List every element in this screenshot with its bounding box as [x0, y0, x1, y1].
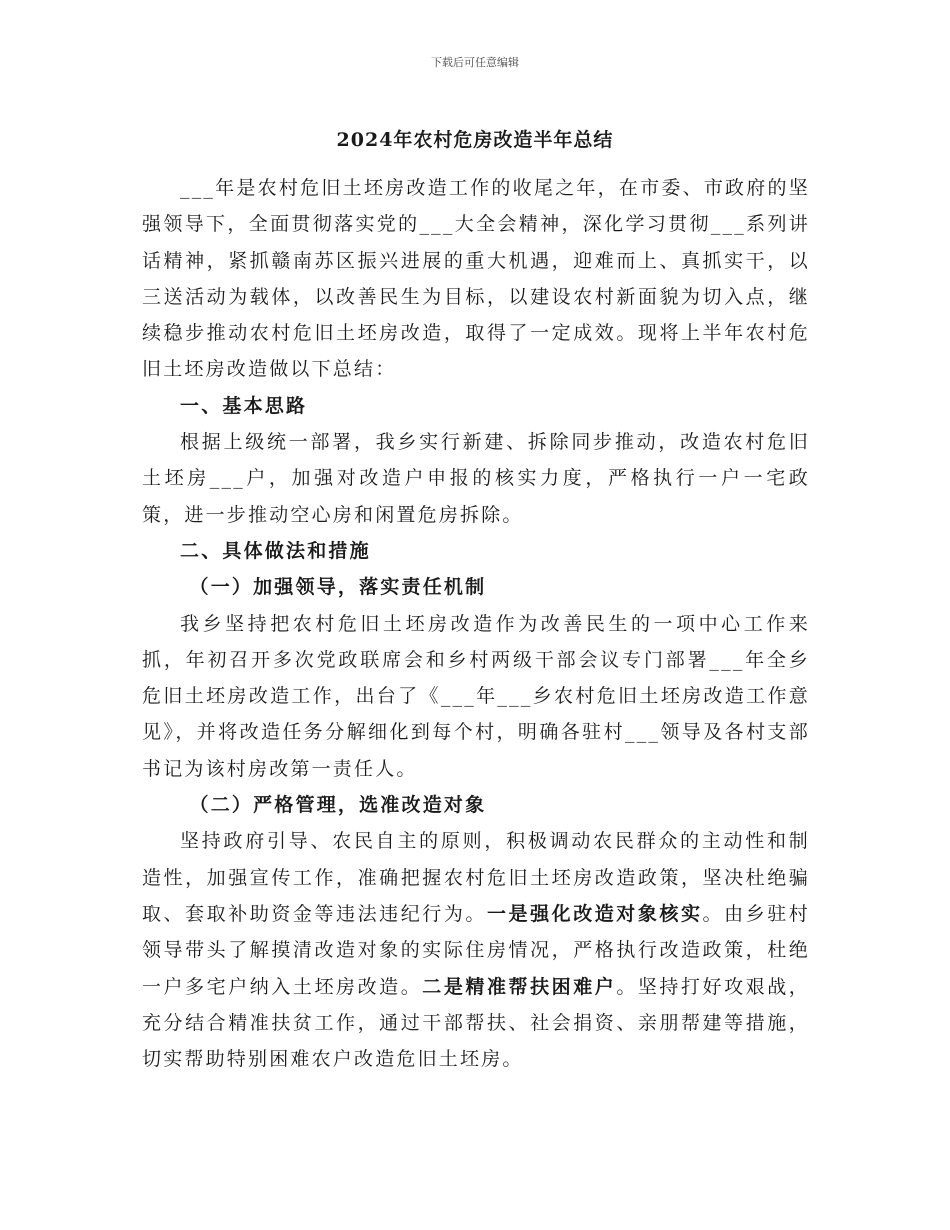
page-header-note: 下载后可任意编辑: [431, 56, 519, 69]
subsection-leadership-paragraph: 我乡坚持把农村危旧土坯房改造作为改善民生的一项中心工作来抓，年初召开多次党政联席会和乡村两级干部会议专门部署___年全乡危旧土坯房改造工作，出台了《___年___乡农村危旧土坯房改造工作意见》，并将改造任务分解细化到每个村，明确各驻村___领导及各村支部书记为该村房改第一责任人。: [142, 612, 810, 780]
section-basic-ideas-paragraph: 根据上级统一部署，我乡实行新建、拆除同步推动，改造农村危旧土坯房___户，加强对改造户申报的核实力度，严格执行一户一宅政策，进一步推动空心房和闲置危房拆除。: [142, 431, 810, 526]
document-title: 2024年农村危房改造半年总结: [336, 129, 614, 151]
management-text-c: 。坚持打好攻艰战，充分结合精准扶贫工作，通过干部帮扶、社会捐资、亲朋帮建等措施，切实帮助特别困难农户改造危旧土坯房。: [142, 975, 810, 1071]
management-text-b: 。由乡驻村领导带头了解摸清改造对象的实际住房情况，严格执行改造政策，杜绝一户多宅户纳入土坯房改造。: [142, 902, 810, 998]
document-body: [142, 170, 810, 1077]
management-bold-point-1: 一是强化改造对象核实: [486, 902, 703, 925]
management-bold-point-2: 二是精准帮扶困难户: [422, 975, 617, 998]
section-heading-basic-ideas: 一、基本思路: [180, 394, 308, 417]
subsection-heading-management: （二）严格管理，选准改造对象: [189, 794, 487, 817]
intro-paragraph: ___年是农村危旧土坯房改造工作的收尾之年，在市委、市政府的坚强领导下，全面贯彻落实党的___大全会精神，深化学习贯彻___系列讲话精神，紧抓赣南苏区振兴进展的重大机遇，迎难而上、真抓实干，以三送活动为载体，以改善民生为目标，以建设农村新面貌为切入点，继续稳步推动农村危旧土坯房改造，取得了一定成效。现将上半年农村危旧土坯房改造做以下总结：: [142, 177, 810, 381]
subsection-heading-leadership: （一）加强领导，落实责任机制: [189, 576, 487, 599]
section-heading-measures: 二、具体做法和措施: [180, 539, 371, 562]
subsection-management-paragraph: [142, 823, 810, 1077]
management-text-a: 坚持政府引导、农民自主的原则，积极调动农民群众的主动性和制造性，加强宣传工作，准确把握农村危旧土坯房改造政策，坚决杜绝骗取、套取补助资金等违法违纪行为。: [142, 830, 810, 925]
